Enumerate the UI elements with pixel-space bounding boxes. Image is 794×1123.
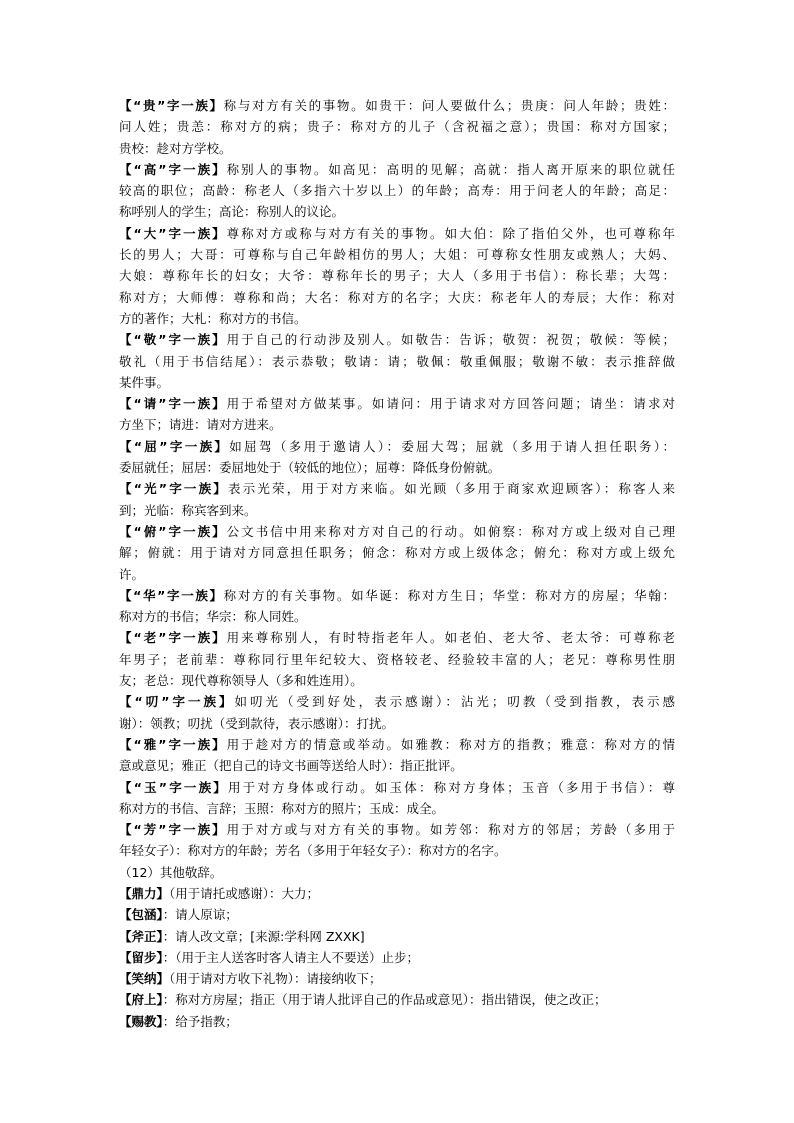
line-text: 称对方的有关事物。如华诞：称对方生日；华堂：称对方的房屋；华翰： [223,587,675,603]
line-text: 如屈驾（多用于邀请人）：委屈大驾；屈就（多用于请人担任职务）： [229,438,675,454]
text-line [119,436,675,457]
line-text: 大娘：尊称年长的妇女；大爷：尊称年长的男子；大人（多用于书信）：称长辈；大驾： [119,268,675,284]
text-line [119,947,675,968]
line-text: 许。 [119,566,145,582]
text-line [119,734,675,755]
paragraph [119,223,675,329]
line-text: 称对方的书信、言辞；玉照：称对方的照片；玉成：成全。 [119,800,445,816]
text-line [119,223,675,244]
line-text: 公文书信中用来称对方对自己的行动。如俯察：称对方或上级对自己理 [226,523,675,539]
line-text: 用于对方或与对方有关的事物。如芳邻：称对方的邻居；芳龄（多用于 [226,822,675,838]
text-line [119,691,675,712]
text-line [119,649,675,670]
text-line [119,564,675,585]
text-line [119,627,675,648]
text-line [119,521,675,542]
line-text: 表示光荣，用于对方来临。如光顾（多用于商家欢迎顾客）：称客人来 [227,481,675,497]
line-text: 贵校：趁对方学校。 [119,140,232,156]
text-line [119,840,675,861]
line-text: 年男子；老前辈：尊称同行里年纪较大、资格较老、经验较丰富的人；老兄：尊称男性朋 [119,651,675,667]
text-line [119,777,675,798]
line-text: 用于趁对方的情意或举动。如雅教：称对方的指教；雅意：称对方的情 [226,736,675,752]
paragraph [119,862,675,883]
line-text: 敬礼（用于书信结尾）：表示恭敬；敬请：请；敬佩：敬重佩服；敬谢不敏：表示推辞做 [119,353,675,369]
text-line [119,819,675,840]
entry-heading: 【“屈”字一族】 [119,438,230,454]
line-text: ：请人改文章；[来源:学科网 ZXXK] [162,928,365,944]
line-text: 用于对方身体或行动。如玉体：称对方身体；玉音（多用于书信）：尊 [227,779,675,795]
text-line [119,585,675,606]
entry-heading: 【笑纳】 [119,971,170,987]
line-text: 方坐下；请进：请对方进来。 [119,417,282,433]
entry-heading: 【“高”字一族】 [119,161,227,177]
text-line [119,287,675,308]
entry-heading: 【包涵】 [119,907,163,923]
entry-heading: 【“雅”字一族】 [119,736,227,752]
text-line [119,862,675,883]
entry-heading: 【鼎力】 [119,885,170,901]
text-line [119,457,675,478]
line-text: 解；俯就：用于请对方同意担任职务；俯念：称对方或上级体念；俯允：称对方或上级允 [119,545,675,561]
paragraph [119,627,675,691]
paragraph [119,329,675,393]
paragraph [119,521,675,585]
paragraph [119,904,675,925]
entry-heading: 【“俯”字一族】 [119,523,227,539]
line-text: （12）其他敬辞。 [119,864,223,880]
line-text: 用于希望对方做某事。如请问：用于请求对方回答问题；请坐：请求对 [226,396,675,412]
text-line [119,265,675,286]
line-text: （用于请对方收下礼物）：请接纳收下； [169,971,382,987]
line-text: 年轻女子）：称对方的年龄；芳名（多用于年轻女子）：称对方的名字。 [119,843,507,859]
text-line [119,308,675,329]
line-text: 到；光临：称宾客到来。 [119,502,257,518]
text-line [119,798,675,819]
text-line [119,542,675,563]
line-text: 委屈就任；屈居：委屈地处于（较低的地位）；屈尊：降低身份俯就。 [119,460,501,476]
line-text: ：（用于主人送客时客人请主人不要送）止步； [162,949,420,965]
line-text: 长的男人；大哥：可尊称与自己年龄相仿的男人；大姐：可尊称女性朋友或熟人；大妈、 [119,247,675,263]
line-text: 较高的职位；高龄：称老人（多指六十岁以上）的年龄；高寿：用于问老人的年龄；高足： [119,183,675,199]
entry-heading: 【“敬”字一族】 [119,332,227,348]
line-text: 用于自己的行动涉及别人。如敬告：告诉；敬贺：祝贺；敬候：等候； [226,332,675,348]
paragraph [119,968,675,989]
text-line [119,989,675,1010]
text-line [119,883,675,904]
text-line [119,393,675,414]
paragraph [119,478,675,521]
paragraph [119,947,675,968]
text-line [119,1011,675,1032]
entry-heading: 【赐教】 [119,1013,163,1029]
paragraph [119,436,675,479]
line-text: 方的著作；大札：称对方的书信。 [119,310,307,326]
text-line [119,372,675,393]
paragraph [119,1011,675,1032]
text-line [119,606,675,627]
entry-heading: 【“玉”字一族】 [119,779,228,795]
text-line [119,201,675,222]
paragraph [119,585,675,628]
line-text: 称呼别人的学生；高论：称别人的议论。 [119,204,345,220]
entry-heading: 【“叨”字一族】 [119,694,235,710]
entry-heading: 【“光”字一族】 [119,481,228,497]
text-line [119,116,675,137]
paragraph [119,734,675,777]
entry-heading: 【府上】 [119,992,163,1008]
text-line [119,95,675,116]
paragraph [119,777,675,820]
line-text: （用于请托或感谢）：大力； [169,885,320,901]
text-line [119,329,675,350]
paragraph [119,159,675,223]
text-line [119,904,675,925]
entry-heading: 【斧正】 [119,928,163,944]
line-text: 称别人的事物。如高见：高明的见解；高就：指人离开原来的职位就任 [226,161,675,177]
paragraph [119,691,675,734]
line-text: 意或意见；雅正（把自己的诗文书画等送给人时）：指正批评。 [119,758,463,774]
paragraph [119,883,675,904]
line-text: 用来尊称别人，有时特指老年人。如老伯、老大爷、老太爷：可尊称老 [226,630,675,646]
paragraph [119,393,675,436]
text-line [119,138,675,159]
line-text: 称与对方有关的事物。如贵干：问人要做什么；贵庚：问人年龄；贵姓： [223,98,675,113]
text-line [119,159,675,180]
line-text: ：给予指教； [162,1013,238,1029]
line-text: 友；老总：现代尊称领导人（多和姓连用）。 [119,673,363,689]
text-line [119,478,675,499]
paragraph [119,926,675,947]
text-line [119,180,675,201]
entry-heading: 【“请”字一族】 [119,396,227,412]
paragraph [119,819,675,862]
line-text: 称对方的书信；华宗：称人同姓。 [119,609,307,625]
text-line [119,351,675,372]
text-line [119,414,675,435]
text-line [119,500,675,521]
entry-heading: 【“老”字一族】 [119,630,227,646]
text-line [119,244,675,265]
paragraph [119,95,675,159]
line-text: 如叨光（受到好处，表示感谢）：沾光；叨教（受到指教，表示感 [234,694,675,710]
text-line [119,968,675,989]
line-text: 称对方；大师傅：尊称和尚；大名：称对方的名字；大庆：称老年人的寿辰；大作：称对 [119,289,675,305]
line-text: 某件事。 [119,374,170,390]
line-text: 谢）：领教；叨扰（受到款待，表示感谢）：打扰。 [119,715,395,731]
text-line [119,713,675,734]
entry-heading: 【“大”字一族】 [119,225,227,241]
line-text: ：请人原谅； [162,907,238,923]
text-line [119,755,675,776]
entry-heading: 【留步】 [119,949,163,965]
line-text: ：称对方房屋；指正（用于请人批评自己的作品或意见）：指出错误，使之改正； [162,992,607,1008]
document-body [119,95,675,1032]
entry-heading: 【“芳”字一族】 [119,822,227,838]
paragraph [119,989,675,1010]
entry-heading: 【“贵”字一族】 [119,98,224,113]
entry-heading: 【“华”字一族】 [119,587,224,603]
text-line [119,670,675,691]
line-text: 问人姓；贵恙：称对方的病；贵子：称对方的儿子（含祝福之意）；贵国：称对方国家； [119,119,675,135]
line-text: 尊称对方或称与对方有关的事物。如大伯：除了指伯父外，也可尊称年 [226,225,675,241]
text-line [119,926,675,947]
